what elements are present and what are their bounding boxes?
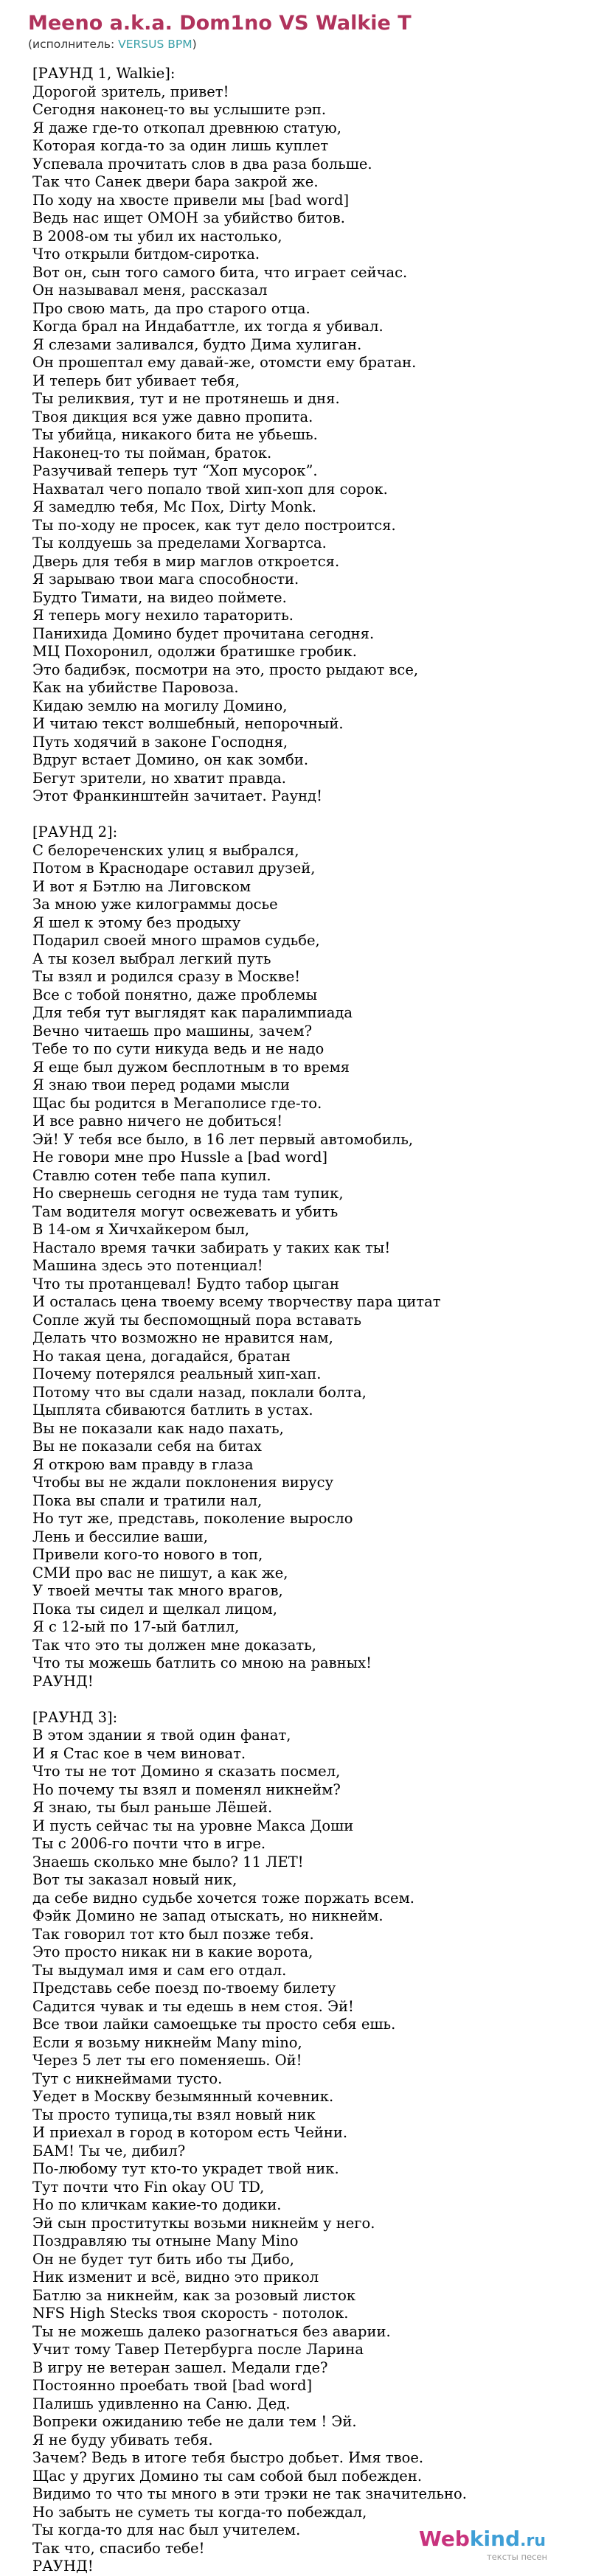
lyric-line: Ты взял и родился сразу в Москве! bbox=[32, 968, 301, 985]
lyric-line: Кидаю землю на могилу Домино, bbox=[32, 697, 288, 714]
lyric-line: Тебе то по сути никуда ведь и не надо bbox=[32, 1040, 324, 1057]
lyric-line: Что ты можешь батлить со мною на равных! bbox=[32, 1654, 372, 1671]
lyric-line: Я с 12-ый по 17-ый батлил, bbox=[32, 1618, 240, 1635]
lyric-line: По-любому тут кто-то украдет твой ник. bbox=[32, 2160, 339, 2177]
lyric-line: МЦ Похоронил, одолжи братишке гробик. bbox=[32, 643, 357, 660]
lyric-line: И теперь бит убивает тебя, bbox=[32, 372, 240, 389]
lyric-line: Настало время тачки забирать у таких как ты! bbox=[32, 1239, 391, 1256]
lyric-line: Зачем? Ведь в итоге тебя быстро добьет. Имя твое. bbox=[32, 2449, 424, 2466]
lyric-line: Вдруг встает Домино, он как зомби. bbox=[32, 751, 309, 768]
lyric-line: И все равно ничего не добиться! bbox=[32, 1113, 283, 1129]
lyric-line: Тут почти что Fin okay OU TD, bbox=[32, 2178, 265, 2196]
lyric-line: Эй сын проституткы возьми никнейм у него. bbox=[32, 2214, 375, 2232]
lyric-line: Сопле жуй ты беспомощный пора вставать bbox=[32, 1311, 361, 1329]
performer-suffix: ) bbox=[192, 38, 197, 51]
lyric-line: Так что Санек двери бара закрой же. bbox=[32, 173, 319, 190]
lyric-line: И читаю текст волшебный, непорочный. bbox=[32, 715, 344, 732]
lyric-line: Так говорил тот кто был позже тебя. bbox=[32, 1925, 314, 1943]
lyric-line: В игру не ветеран зашел. Медали где? bbox=[32, 2359, 328, 2376]
lyric-line: У твоей мечты так много врагов, bbox=[32, 1582, 283, 1599]
lyric-line: Ты просто тупица,ты взял новый ник bbox=[32, 2106, 316, 2123]
lyric-line: Так что, спасибо тебе! bbox=[32, 2539, 205, 2557]
lyric-line: Это просто никак ни в какие ворота, bbox=[32, 1943, 313, 1960]
lyric-line: Но свернешь сегодня не туда там тупик, bbox=[32, 1185, 344, 1202]
lyric-line: Дверь для тебя в мир маглов откроется. bbox=[32, 552, 340, 570]
lyric-line: Представь себе поезд по-твоему билету bbox=[32, 1980, 336, 1997]
lyric-line: Это бадибэк, посмотри на это, просто рыдают все, bbox=[32, 661, 419, 678]
lyric-line: Знаешь сколько мне было? 11 ЛЕТ! bbox=[32, 1853, 304, 1870]
lyric-line: Лень и бессилие ваши, bbox=[32, 1528, 208, 1545]
lyric-line: Дорогой зритель, привет! bbox=[32, 83, 229, 100]
lyric-line: Подарил своей много шрамов судьбе, bbox=[32, 932, 320, 949]
lyric-line: Он не будет тут бить ибо ты Дибо, bbox=[32, 2250, 294, 2268]
lyric-line: Уедет в Москву безымянный кочевник. bbox=[32, 2088, 334, 2105]
lyric-line: Но по кличкам какие-то додики. bbox=[32, 2196, 282, 2213]
lyric-line: Будто Тимати, на видео поймете. bbox=[32, 588, 287, 606]
lyric-line: Поздравляю ты отныне Many Mino bbox=[32, 2232, 299, 2249]
lyric-line: Что ты протанцевал! Будто табор цыган bbox=[32, 1275, 340, 1292]
lyric-line: Которая когда-то за один лишь куплет bbox=[32, 137, 329, 154]
lyric-line: да себе видно судьбе хочется тоже поржать всем. bbox=[32, 1889, 414, 1907]
lyric-line: Я шел к этому без продыху bbox=[32, 913, 241, 931]
lyric-line: Если я возьму никнейм Many mino, bbox=[32, 2033, 302, 2051]
performer-line bbox=[28, 37, 574, 52]
lyric-line: И я Стас кое в чем виноват. bbox=[32, 1744, 246, 1762]
lyric-line: Я теперь могу нехило тараторить. bbox=[32, 607, 294, 624]
lyric-line: Твоя дикция вся уже давно пропита. bbox=[32, 408, 313, 425]
lyric-line: А ты козел выбрал легкий путь bbox=[32, 950, 271, 967]
lyric-line: Ты реликвия, тут и не протянешь и дня. bbox=[32, 390, 340, 407]
lyric-line: Но такая цена, догадайся, братан bbox=[32, 1347, 291, 1365]
lyric-line: Я не буду убивать тебя. bbox=[32, 2431, 213, 2448]
lyric-line: Вот ты заказал новый ник, bbox=[32, 1871, 237, 1888]
lyric-line: Я даже где-то откопал древнюю статую, bbox=[32, 119, 341, 136]
lyric-line: Садится чувак и ты едешь в нем стоя. Эй! bbox=[32, 1997, 354, 2015]
lyric-line: Ты по-ходу не просек, как тут дело построится. bbox=[32, 516, 396, 534]
lyric-line: Постоянно проебать твой [bad word] bbox=[32, 2377, 313, 2394]
lyric-line: Успевала прочитать слов в два раза больше. bbox=[32, 155, 372, 173]
lyric-line: Но тут же, представь, поколение выросло bbox=[32, 1510, 353, 1527]
lyric-line: И вот я Бэтлю на Лиговском bbox=[32, 877, 251, 895]
lyric-line: Как на убийстве Паровоза. bbox=[32, 679, 239, 696]
lyric-line: Путь ходячий в законе Господня, bbox=[32, 733, 288, 751]
lyric-line: Привели кого-то нового в топ, bbox=[32, 1546, 263, 1563]
lyric-line: И приехал в город в котором есть Чейни. bbox=[32, 2124, 348, 2141]
lyric-line: Чтобы вы не ждали поклонения вирусу bbox=[32, 1474, 334, 1491]
logo-part-domain: .ru bbox=[520, 2532, 546, 2550]
lyric-line: [РАУНД 1, Walkie]: bbox=[32, 65, 176, 82]
lyric-line: Панихида Домино будет прочитана сегодня. bbox=[32, 624, 375, 642]
lyric-line: Ник изменит и всё, видно это прикол bbox=[32, 2269, 319, 2286]
lyric-line: Что открыли битдом-сиротка. bbox=[32, 246, 260, 262]
lyric-line: Он называвал меня, рассказал bbox=[32, 282, 268, 299]
lyric-line: Про свою мать, да про старого отца. bbox=[32, 299, 310, 317]
page-header bbox=[28, 10, 574, 52]
lyric-line: Потом в Краснодаре оставил друзей, bbox=[32, 860, 316, 877]
lyric-line: В этом здании я твой один фанат, bbox=[32, 1727, 291, 1744]
logo-wordmark bbox=[419, 2527, 546, 2554]
lyric-line: Нахватал чего попало твой хип-хоп для сорок. bbox=[32, 480, 388, 498]
lyric-line: Пока ты сидел и щелкал лицом, bbox=[32, 1600, 277, 1618]
lyric-line: Все твои лайки самоещьке ты просто себя ешь. bbox=[32, 2016, 396, 2033]
lyric-line: Разучивай теперь тут “Хоп мусорок”. bbox=[32, 462, 318, 479]
lyric-line: Этот Франкинштейн зачитает. Раунд! bbox=[32, 787, 322, 804]
lyric-line: Но почему ты взял и поменял никнейм? bbox=[32, 1780, 341, 1798]
lyric-line: Но забыть не суметь ты когда-то побеждал, bbox=[32, 2503, 367, 2521]
lyric-line: Ты убийца, никакого бита не убьешь. bbox=[32, 426, 318, 443]
lyric-line: [РАУНД 3]: bbox=[32, 1708, 118, 1726]
lyric-line: И осталась цена твоему всему творчеству пара цитат bbox=[32, 1293, 441, 1310]
lyric-line: Вечно читаешь про машины, зачем? bbox=[32, 1022, 313, 1040]
lyric-line: Ведь нас ищет ОМОН за убийство битов. bbox=[32, 209, 345, 226]
lyric-line: За мною уже килограммы досье bbox=[32, 896, 278, 913]
lyric-line: Когда брал на Индабаттле, их тогда я убивал. bbox=[32, 318, 384, 335]
lyric-line: Видимо то что ты много в эти трэки не так значительно. bbox=[32, 2485, 467, 2502]
lyric-line: Ты не можешь далеко разогнаться без аварии. bbox=[32, 2322, 391, 2340]
lyric-line: Он прошептал ему давай-же, отомсти ему братан. bbox=[32, 354, 417, 371]
lyric-line: Все с тобой понятно, даже проблемы bbox=[32, 986, 318, 1003]
song-title: Meeno a.k.a. Dom1no VS Walkie T bbox=[28, 12, 412, 35]
lyric-line: СМИ про вас не пишут, а как же, bbox=[32, 1564, 288, 1581]
lyric-line: Вот он, сын того самого бита, что играет сейчас. bbox=[32, 263, 408, 281]
lyric-line: Я замедлю тебя, Mc Пох, Dirty Monk. bbox=[32, 498, 317, 515]
logo-part-kind: kind bbox=[469, 2527, 521, 2551]
lyric-line: Я знаю твои перед родами мысли bbox=[32, 1076, 291, 1093]
lyric-line: Батлю за никнейм, как за розовый листок bbox=[32, 2286, 356, 2304]
lyric-line: Цыплята сбиваются батлить в устах. bbox=[32, 1402, 313, 1418]
lyric-line: Щас у других Домино ты сам собой был побежден. bbox=[32, 2467, 423, 2485]
lyric-line: Бегут зрители, но хватит правда. bbox=[32, 769, 286, 787]
lyric-line: Я слезами заливался, будто Дима хулиган. bbox=[32, 335, 362, 353]
lyric-line: Ты когда-то для нас был учителем. bbox=[32, 2521, 301, 2538]
logo-part-web: Web bbox=[419, 2527, 470, 2551]
lyric-line: РАУНД! bbox=[32, 2558, 94, 2575]
lyric-line: БАМ! Ты че, дибил? bbox=[32, 2142, 186, 2159]
lyric-line: Машина здесь это потенциал! bbox=[32, 1257, 263, 1274]
lyric-line: Я открою вам правду в глаза bbox=[32, 1455, 254, 1473]
lyric-line: По ходу на хвосте привели мы [bad word] bbox=[32, 191, 350, 209]
lyrics-text bbox=[32, 65, 578, 2576]
lyric-line: РАУНД! bbox=[32, 1672, 94, 1690]
lyric-line: Делать что возможно не нравится нам, bbox=[32, 1329, 333, 1346]
lyric-line: Так что это ты должен мне доказать, bbox=[32, 1636, 316, 1654]
lyric-line: Я зарываю твои мага способности. bbox=[32, 571, 299, 588]
lyric-line: Эй! У тебя все было, в 16 лет первый автомобиль, bbox=[32, 1130, 414, 1148]
lyric-line: Что ты не тот Домино я сказать посмел, bbox=[32, 1763, 341, 1780]
site-logo[interactable] bbox=[419, 2524, 574, 2565]
lyric-line: Вопреки ожиданию тебе не дали тем ! Эй. bbox=[32, 2413, 357, 2430]
lyric-line: Через 5 лет ты его поменяешь. Ой! bbox=[32, 2052, 302, 2069]
lyric-line: Потому что вы сдали назад, поклали болта, bbox=[32, 1383, 367, 1401]
performer-prefix: (исполнитель: bbox=[28, 38, 119, 51]
lyric-line: Ты выдумал имя и сам его отдал. bbox=[32, 1961, 287, 1979]
lyric-line: Фэйк Домино не запад отыскать, но никнейм. bbox=[32, 1907, 384, 1924]
lyric-line: Не говори мне про Hussle а [bad word] bbox=[32, 1149, 328, 1166]
lyric-line: Учит тому Тавер Петербурга после Ларина bbox=[32, 2341, 364, 2358]
lyric-line: Ты колдуешь за пределами Хогвартса. bbox=[32, 535, 327, 551]
lyric-line: Я еще был дужом бесплотным в то время bbox=[32, 1058, 350, 1076]
lyric-line: Ты с 2006-го почти что в игре. bbox=[32, 1835, 266, 1852]
lyric-line: В 2008-ом ты убил их настолько, bbox=[32, 227, 282, 245]
lyric-line: С белореченских улиц я выбрался, bbox=[32, 841, 299, 859]
lyric-line: Тут с никнеймами тусто. bbox=[32, 2069, 223, 2087]
blank-line bbox=[32, 1691, 578, 1709]
lyric-line: В 14-ом я Хичхайкером был, bbox=[32, 1221, 250, 1238]
lyric-line: Вы не показали как надо пахать, bbox=[32, 1419, 284, 1437]
lyric-line: NFS High Stecks твоя скорость - потолок. bbox=[32, 2305, 349, 2322]
lyric-line: [РАУНД 2]: bbox=[32, 824, 118, 840]
performer-link[interactable]: VERSUS BPM bbox=[118, 38, 192, 51]
lyric-line: Ставлю сотен тебе папа купил. bbox=[32, 1166, 271, 1184]
lyric-line: Щас бы родится в Мегаполисе где-то. bbox=[32, 1094, 322, 1112]
lyric-line: И пусть сейчас ты на уровне Макса Доши bbox=[32, 1817, 354, 1834]
lyric-line: Вы не показали себя на битах bbox=[32, 1438, 262, 1455]
lyric-line: Для тебя тут выглядят как паралимпиада bbox=[32, 1004, 353, 1021]
lyric-line: Палишь удивленно на Саню. Дед. bbox=[32, 2395, 291, 2412]
lyric-line: Сегодня наконец-то вы услышите рэп. bbox=[32, 101, 327, 118]
lyric-line: Наконец-то ты пойман, браток. bbox=[32, 444, 272, 462]
logo-tagline: тексты песен bbox=[487, 2552, 547, 2562]
lyric-line: Почему потерялся реальный хип-хап. bbox=[32, 1365, 322, 1382]
lyric-line: Там водителя могут освежевать и убить bbox=[32, 1202, 339, 1220]
blank-line bbox=[32, 806, 578, 824]
lyric-line: Пока вы спали и тратили нал, bbox=[32, 1491, 263, 1509]
lyric-line: Я знаю, ты был раньше Лёшей. bbox=[32, 1799, 273, 1816]
